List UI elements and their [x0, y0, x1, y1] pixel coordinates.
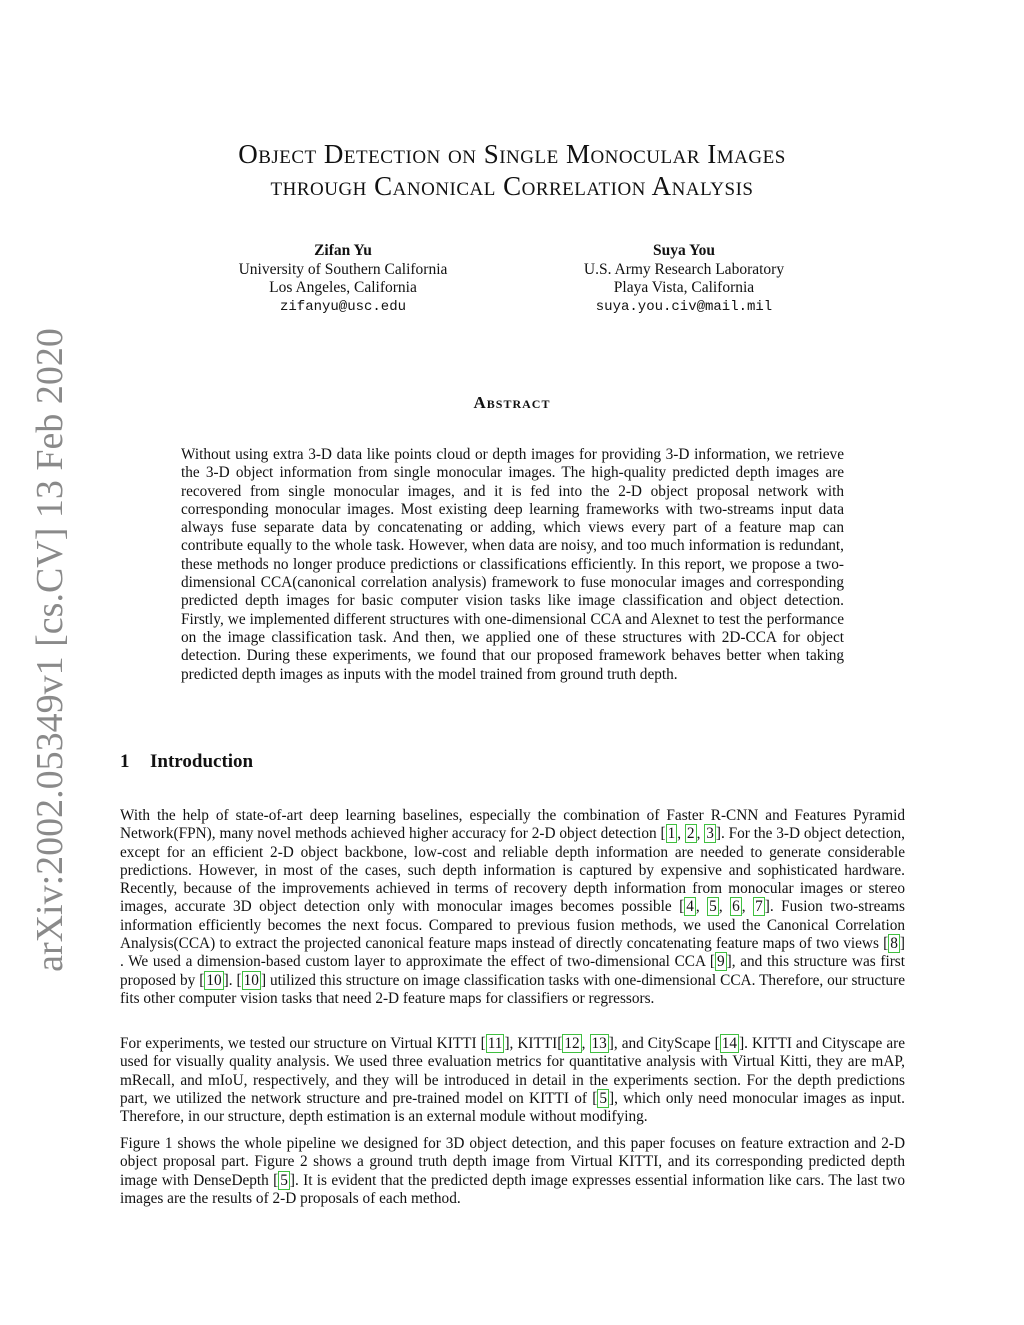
abstract-heading: Abstract [473, 393, 551, 412]
citation-link[interactable]: 10 [206, 971, 222, 989]
paragraph-text: , [741, 898, 754, 916]
paragraph-text: ], and this structure was first proposed by [ [120, 953, 905, 989]
paragraph-text: ]. Fusion two-streams information efficiently becomes the next focus. Compared to previous fusion methods, we used the Canonical Correlation Analysis(CCA) to extract the projected canonical feature maps instead of directly concatenating feature maps of two views [ [120, 898, 906, 953]
paragraph-text: ], which only need monocular images as input. Therefore, in our structure, depth estimation is an external module without modifying. [120, 1089, 906, 1126]
citation-link[interactable]: 5 [280, 1171, 288, 1189]
paragraph-text: Figure 1 shows the whole pipeline we designed for 3D object detection, and this paper focuses on feature extraction and 2-D object proposal part. Figure 2 shows a ground truth depth image from Virtual KITTI, and its corresponding predicted depth image with DenseDepth [ [120, 1135, 905, 1189]
paragraph-text: ], and CityScape [ [608, 1035, 720, 1052]
citation-link[interactable]: 5 [599, 1089, 607, 1107]
citation-link[interactable]: 7 [755, 898, 763, 916]
author-block-2 [534, 242, 834, 316]
section-heading [120, 751, 253, 773]
citation-link[interactable]: 10 [243, 971, 259, 989]
paragraph-text: , [695, 898, 708, 916]
author-email[interactable]: zifanyu@usc.edu [279, 298, 407, 315]
paragraph-text: ]. KITTI and Cityscape are used for visually quality analysis. We used three evaluation metrics for quantitative analysis with Virtual Kitti, they are mAP, mRecall, and mIoU, respectively, and they will be introduced in detail in the experiments section. For the depth predictions part, we utilized the network structure and pre-trained model on KITTI of [ [120, 1035, 905, 1107]
paragraph-2 [120, 1035, 905, 1126]
title-line-2: through Canonical Correlation Analysis [270, 171, 754, 201]
author-affiliation: University of Southern California [238, 260, 448, 278]
citation-link[interactable]: 2 [686, 825, 695, 843]
arxiv-identifier: arXiv:2002.05349v1 [cs.CV] 13 Feb 2020 [29, 328, 71, 972]
author-name: Zifan Yu [314, 242, 372, 259]
citation-link[interactable]: 13 [591, 1035, 607, 1052]
section-title: Introduction [150, 751, 254, 772]
paragraph-text: , [696, 825, 705, 843]
paragraph-1 [120, 807, 905, 1008]
paragraph-text: With the help of state-of-art deep learning baselines, especially the combination of Faster R-CNN and Features Pyramid Network(FPN), many novel methods achieved higher accuracy for 2-D object detection [ [120, 807, 905, 843]
paragraph-text: For experiments, we tested our structure on Virtual KITTI [ [120, 1035, 486, 1052]
paragraph-text: ], KITTI[ [504, 1035, 563, 1052]
citation-link[interactable]: 14 [721, 1035, 738, 1052]
title-line-1: Object Detection on Single Monocular Images [238, 139, 786, 169]
author-location: Los Angeles, California [269, 279, 417, 296]
citation-link[interactable]: 11 [487, 1035, 503, 1052]
paragraph-text: ]. For the 3-D object detection, except for an efficient 2-D object backbone, low-cost and reliable depth information are needed to generate considerable predictions. However, in most of the cases, such depth information is captured by expensive and sophisticated hardware. Recently, because of the improvements achieved in terms of recovery depth information from monocular images or stereo images, accurate 3D object detection only with monocular images becomes possible [ [120, 825, 905, 916]
author-block-1 [193, 242, 493, 316]
citation-link[interactable]: 9 [716, 953, 725, 971]
paragraph-3 [120, 1135, 905, 1208]
author-affiliation: U.S. Army Research Laboratory [583, 260, 785, 278]
citation-link[interactable]: 12 [564, 1035, 580, 1052]
citation-link[interactable]: 4 [686, 898, 694, 916]
citation-link[interactable]: 3 [706, 825, 714, 843]
section-number: 1 [120, 751, 130, 772]
paragraph-text: , [718, 898, 731, 916]
paragraph-text: ]. It is evident that the predicted depth image expresses essential information like cars. The last two images are the results of 2-D proposals of each method. [120, 1171, 906, 1207]
citation-link[interactable]: 1 [667, 825, 676, 843]
paragraph-text: , [677, 825, 685, 843]
author-location: Playa Vista, California [613, 279, 755, 296]
abstract-text: Without using extra 3-D data like points cloud or depth images for providing 3-D information, we retrieve the 3-D object information from single monocular images. The high-quality predicted depth images are recovered from single monocular images, and it is fed into the 2-D object proposal network with corresponding monocular images. Most existing deep learning frameworks with two-streams input data always fuse separate data by concatenating or adding, which views every part of a feature map can contribute equally to the whole task. However, when data are noisy, and too much information is redundant, these methods no longer produce predictions or classifications efficiently. In this report, we propose a two-dimensional CCA(canonical correlation analysis) framework to fuse monocular images and corresponding predicted depth images for basic computer vision tasks like image classification and object detection. Firstly, we implemented different structures with one-dimensional CCA and Alexnet to test the performance on the image classification task. And then, we applied one of these structures with 2D-CCA for object detection. During these experiments, we found that our proposed framework behaves better when taking predicted depth images as inputs with the model trained from ground truth depth. [181, 446, 844, 683]
citation-link[interactable]: 8 [890, 935, 898, 953]
paragraph-text: ] . We used a dimension-based custom layer to approximate the effect of two-dimensional CCA [ [120, 935, 905, 971]
paragraph-text: ] utilized this structure on image classification tasks with one-dimensional CCA. Therefore, our structure fits other computer vision tasks that need 2-D feature maps for classifiers or regressors. [120, 971, 905, 1007]
citation-link[interactable]: 5 [709, 898, 717, 916]
paragraph-text: ]. [ [223, 971, 242, 989]
citation-link[interactable]: 6 [732, 898, 740, 916]
author-name: Suya You [653, 242, 715, 259]
paragraph-text: , [581, 1035, 590, 1052]
paper-title [0, 138, 1024, 202]
author-email[interactable]: suya.you.civ@mail.mil [595, 298, 773, 315]
